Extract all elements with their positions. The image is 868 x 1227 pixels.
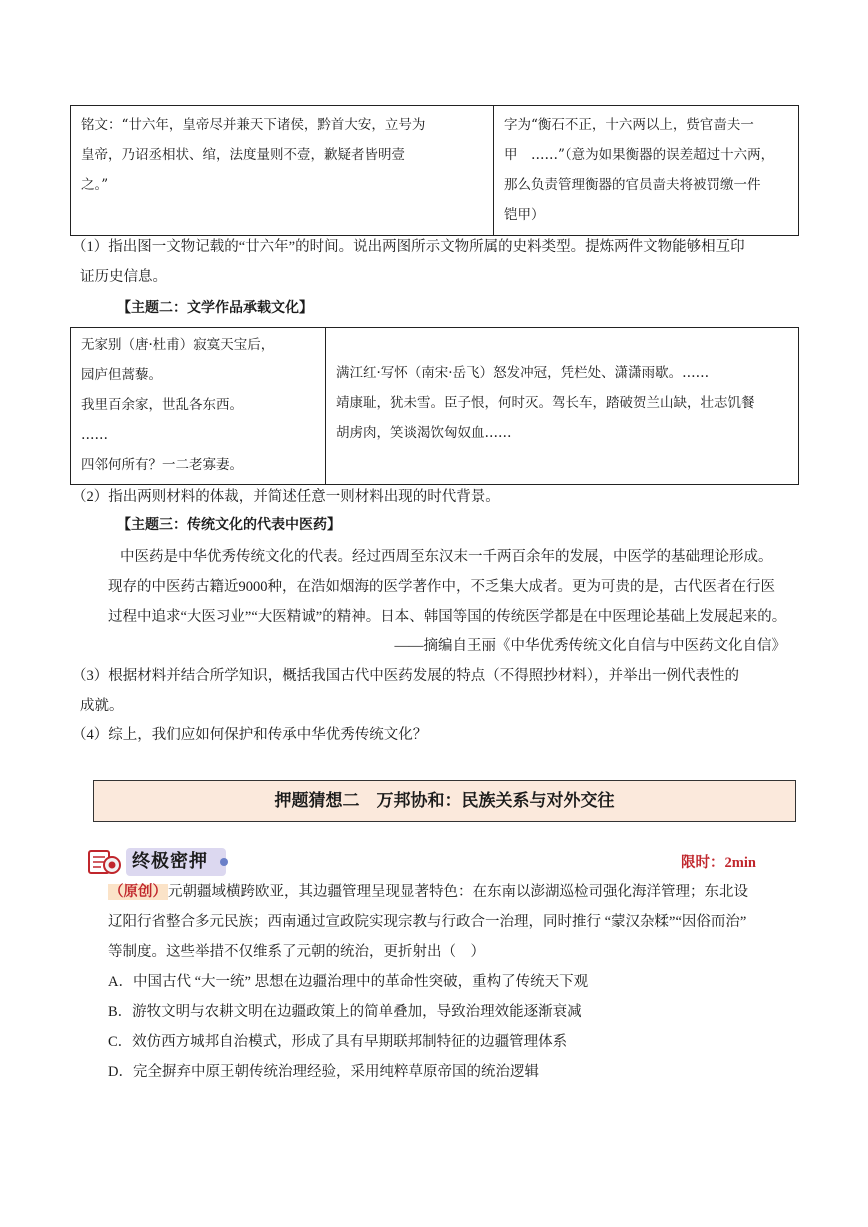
question-1-line: （1）指出图一文物记载的“廿六年”的时间。说出两图所示文物所属的史料类型。提炼两件文物能够相互印 [72, 239, 745, 255]
inscription-left-cell [71, 106, 494, 236]
inscription-line: 铠甲） [504, 207, 545, 223]
inscription-line: 甲 ……”（意为如果衡器的误差超过十六两， [504, 147, 775, 163]
mcq-option-b[interactable]: B．游牧文明与农耕文明在边疆政策上的简单叠加，导致治理效能逐渐衰减 [108, 1004, 582, 1020]
poem-right-cell [326, 328, 799, 485]
inscription-line: 字为“衡石不正，十六两以上，赀官啬夫一 [504, 117, 754, 133]
poems-table [70, 327, 799, 485]
poem-line: 满江红·写怀（南宋·岳飞）怒发冲冠，凭栏处、潇潇雨歇。…… [336, 365, 710, 381]
question-1 [72, 232, 802, 292]
mcq-question [108, 877, 808, 1087]
poem-line: 园庐但蒿藜。 [81, 367, 162, 383]
section-banner: 押题猜想二 万邦协和：民族关系与对外交往 [93, 780, 796, 822]
mcq-stem-text: 元朝疆域横跨欧亚，其边疆管理呈现显著特色：在东南以澎湖巡检司强化海洋管理；东北设 [168, 884, 748, 900]
poem-line: 我里百余家，世乱各东西。 [81, 397, 243, 413]
poem-line: 无家别（唐·杜甫）寂寞天宝后， [81, 337, 275, 353]
poem-left-cell [71, 328, 326, 485]
mcq-option-a[interactable]: A．中国古代 “大一统” 思想在边疆治理中的革命性突破，重构了传统天下观 [108, 974, 589, 990]
section-label-text: 终极密押 [132, 851, 208, 872]
inscription-line: 那么负责管理衡器的官员啬夫将被罚缴一件 [504, 177, 761, 193]
passage-line: 现存的中医药古籍近9000种，在浩如烟海的医学著作中，不乏集大成者。更为可贵的是，古代医者在行医 [108, 579, 775, 595]
mcq-option-d[interactable]: D．完全摒弃中原王朝传统治理经验，采用纯粹草原帝国的统治逻辑 [108, 1064, 539, 1080]
mcq-option-c[interactable]: C．效仿西方城邦自治模式，形成了具有早期联邦制特征的边疆管理体系 [108, 1034, 568, 1050]
inscription-right-cell [494, 106, 799, 236]
inscription-line: 铭文：“廿六年，皇帝尽并兼天下诸侯，黔首大安，立号为 [81, 117, 426, 133]
poem-line: …… [81, 427, 108, 443]
theme-2-heading: 【主题二：文学作品承载文化】 [117, 300, 313, 316]
original-tag: （原创） [109, 884, 167, 900]
inscription-line: 皇帝，乃诏丞相状、绾，法度量则不壹，歉疑者皆明壹 [81, 147, 405, 163]
question-3-line: （3）根据材料并结合所学知识，概括我国古代中医药发展的特点（不得照抄材料），并举出一例代表性的 [72, 668, 739, 684]
passage-line: 过程中追求“大医习业”“大医精诚”的精神。日本、韩国等国的传统医学都是在中医理论基础上发展起来的。 [108, 609, 787, 625]
inscription-line: 之。” [81, 177, 109, 193]
exam-icon [88, 848, 122, 876]
section-label [126, 848, 226, 876]
question-1-line: 证历史信息。 [80, 269, 167, 285]
question-3 [72, 661, 802, 721]
poem-line: 胡虏肉，笑谈渴饮匈奴血…… [336, 425, 512, 441]
question-2: （2）指出两则材料的体裁，并简述任意一则材料出现的时代背景。 [72, 489, 500, 505]
poem-line: 四邻何所有？一二老寡妻。 [81, 457, 243, 473]
citation: ——摘编自王丽《中华优秀传统文化自信与中医药文化自信》 [394, 638, 786, 654]
poem-line: 靖康耻，犹未雪。臣子恨，何时灭。驾长车，踏破贺兰山缺，壮志饥餐 [336, 395, 755, 411]
tcm-passage [108, 542, 808, 632]
question-3-line: 成就。 [80, 698, 124, 714]
label-dot-icon [220, 858, 228, 866]
mcq-stem-line: 等制度。这些举措不仅维系了元朝的统治，更折射出（ ） [108, 944, 485, 960]
passage-line: 中医药是中华优秀传统文化的代表。经过西周至东汉末一千两百余年的发展，中医学的基础理论形成。 [120, 549, 773, 565]
theme-3-heading: 【主题三：传统文化的代表中医药】 [117, 517, 341, 533]
time-limit: 限时：2min [681, 855, 756, 871]
mcq-stem-first [108, 877, 808, 907]
mcq-stem-line: 辽阳行省整合多元民族；西南通过宣政院实现宗教与行政合一治理，同时推行 “蒙汉杂糅”“因俗而治” [108, 914, 747, 930]
question-4: （4）综上，我们应如何保护和传承中华优秀传统文化？ [72, 727, 428, 743]
inscription-table [70, 105, 799, 236]
